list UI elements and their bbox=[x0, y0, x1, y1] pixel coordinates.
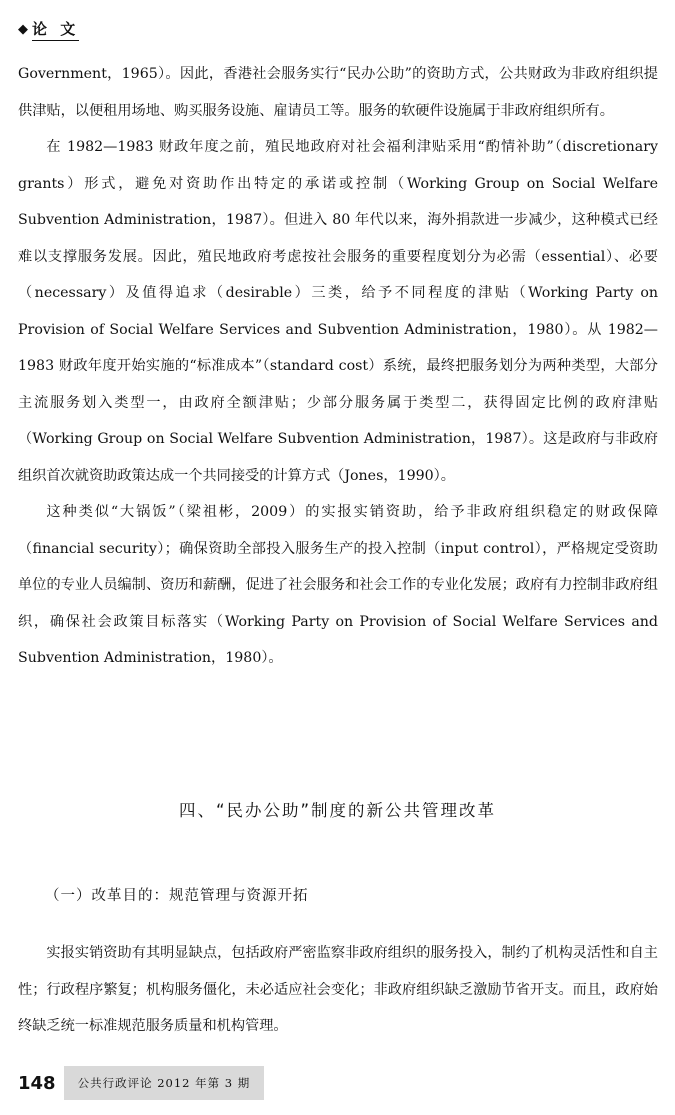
diamond-icon: ◆ bbox=[18, 22, 28, 37]
paragraph: 在 1982—1983 财政年度之前，殖民地政府对社会福利津贴采用“酌情补助”（discretionary grants）形式，避免对资助作出特定的承诺或控制（Working Group on Social Welfare Subvention Administration，1987）。但进入 80 年代以来，海外捐款进一步减少，这种模式已经难以支撑服务发展。因此，殖民地政府考虑按社会服务的重要程度划分为必需（essential）、必要（necessary）及值得追求（desirable）三类，给予不同程度的津贴（Working Party on Provision of Social Welfare Services and Subvention Administration，1980）。从 1982—1983 财政年度开始实施的“标准成本”（standard cost）系统，最终把服务划分为两种类型，大部分主流服务划入类型一，由政府全额津贴；少部分服务属于类型二，获得固定比例的政府津贴（Working Group on Social Welfare Subvention Administration，1987）。这是政府与非政府组织首次就资助政策达成一个共同接受的计算方式（Jones，1990）。 bbox=[18, 139, 658, 484]
section-heading: 四、“民办公助”制度的新公共管理改革 bbox=[178, 801, 497, 820]
running-header bbox=[18, 18, 79, 41]
page-number: 148 bbox=[18, 1072, 56, 1094]
paragraph: 这种类似“大锅饭”（梁祖彬，2009）的实报实销资助，给予非政府组织稳定的财政保障（financial security）；确保资助全部投入服务生产的投入控制（input control），严格规定受资助单位的专业人员编制、资历和薪酬，促进了社会服务和社会工作的专业化发展；政府有力控制非政府组织，确保社会政策目标落实（Working Party on Provision of Social Welfare Services and Subvention Administration，1980）。 bbox=[18, 504, 658, 666]
subsection-heading: （一）改革目的：规范管理与资源开拓 bbox=[45, 888, 309, 904]
section-label: 论 文 bbox=[32, 18, 79, 41]
body-text bbox=[18, 56, 658, 677]
paragraph: 实报实销资助有其明显缺点，包括政府严密监察非政府组织的服务投入，制约了机构灵活性和自主性；行政程序繁复；机构服务僵化，未必适应社会变化；非政府组织缺乏激励节省开支。而且，政府始终缺乏统一标准规范服务质量和机构管理。 bbox=[18, 945, 658, 1034]
journal-citation: 公共行政评论 2012 年第 3 期 bbox=[64, 1066, 265, 1100]
paragraph: Government，1965）。因此，香港社会服务实行“民办公助”的资助方式，公共财政为非政府组织提供津贴，以便租用场地、购买服务设施、雇请员工等。服务的软硬件设施属于非政府组织所有。 bbox=[18, 66, 658, 119]
page-footer bbox=[18, 1066, 264, 1100]
section-body-text bbox=[18, 935, 658, 1045]
